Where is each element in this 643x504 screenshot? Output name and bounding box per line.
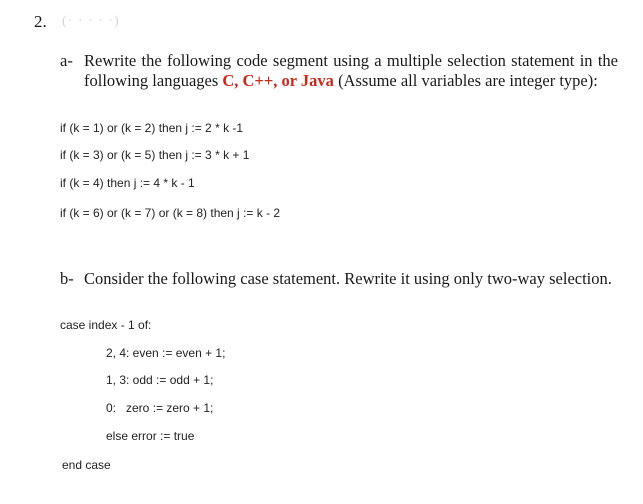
code-line: if (k = 6) or (k = 7) or (k = 8) then j := k - 2 xyxy=(60,206,281,220)
part-b-instruction: Consider the following case statement. Rewrite it using only two-way selection. xyxy=(84,269,612,288)
code-line: if (k = 1) or (k = 2) then j := 2 * k -1 xyxy=(60,121,244,135)
case-branch-line: 2, 4: even := even + 1; xyxy=(106,346,226,360)
case-else-line: else error := true xyxy=(106,429,195,443)
part-a-marker: a- xyxy=(60,51,73,70)
part-a-line2-post: (Assume all variables are integer type): xyxy=(333,71,598,90)
part-a-instruction-line1: Rewrite the following code segment using a multiple selection statement in the xyxy=(84,51,618,70)
case-end-line: end case xyxy=(62,458,111,472)
case-branch-line: 0: zero := zero + 1; xyxy=(106,401,214,415)
case-branch-line: 1, 3: odd := odd + 1; xyxy=(106,373,214,387)
case-header-line: case index - 1 of: xyxy=(60,318,152,332)
part-a-line2-pre: following languages xyxy=(84,71,223,90)
languages-highlight: C, C++, or Java xyxy=(222,71,334,90)
code-line: if (k = 4) then j := 4 * k - 1 xyxy=(60,176,195,190)
part-b-marker: b- xyxy=(60,269,74,288)
question-number: 2. xyxy=(34,12,47,31)
part-a-instruction-line2 xyxy=(84,71,598,91)
question-heading-faded: (· · · · ·) xyxy=(62,14,120,29)
code-line: if (k = 3) or (k = 5) then j := 3 * k + 1 xyxy=(60,148,250,162)
